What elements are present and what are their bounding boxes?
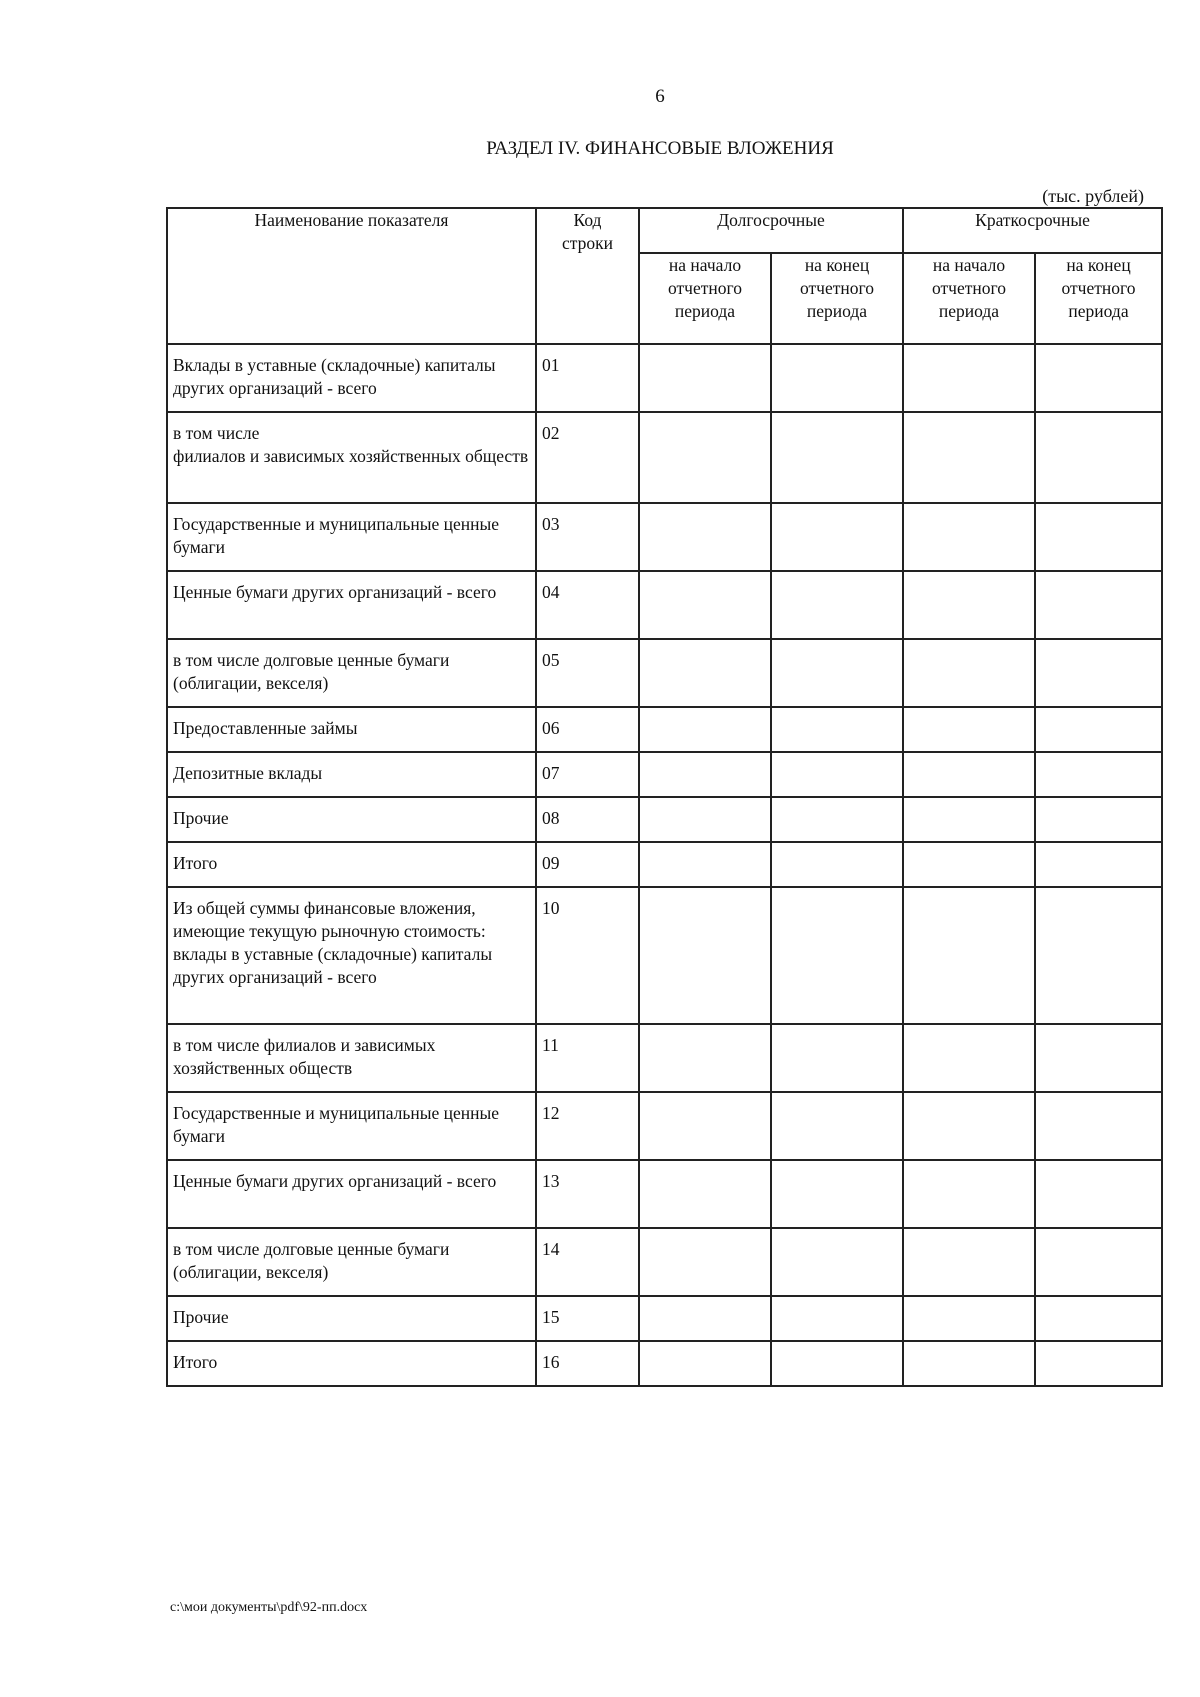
header-short-end-line1: на конец <box>1066 255 1131 275</box>
cell-short-start[interactable] <box>903 503 1035 571</box>
cell-long-end[interactable] <box>771 412 903 503</box>
cell-long-end[interactable] <box>771 797 903 842</box>
cell-long-start[interactable] <box>639 842 771 887</box>
cell-short-end[interactable] <box>1035 1296 1162 1341</box>
financial-investments-table <box>166 207 1163 1387</box>
table-row <box>167 752 1162 797</box>
row-name: Депозитные вклады <box>167 752 536 797</box>
table-row <box>167 412 1162 503</box>
cell-short-end[interactable] <box>1035 412 1162 503</box>
cell-long-start[interactable] <box>639 707 771 752</box>
cell-long-start[interactable] <box>639 1092 771 1160</box>
header-code-line1: Код <box>573 210 602 230</box>
cell-short-end[interactable] <box>1035 1092 1162 1160</box>
header-long-start-line1: на начало <box>668 255 742 275</box>
table-row <box>167 707 1162 752</box>
cell-short-start[interactable] <box>903 1092 1035 1160</box>
cell-long-end[interactable] <box>771 752 903 797</box>
cell-short-start[interactable] <box>903 1296 1035 1341</box>
cell-long-start[interactable] <box>639 1024 771 1092</box>
cell-short-end[interactable] <box>1035 639 1162 707</box>
row-code: 12 <box>536 1092 639 1160</box>
row-code: 09 <box>536 842 639 887</box>
cell-short-start[interactable] <box>903 752 1035 797</box>
row-name: в том числе филиалов и зависимых хозяйственных обществ <box>167 412 536 503</box>
row-name: Государственные и муниципальные ценные бумаги <box>167 503 536 571</box>
row-code: 15 <box>536 1296 639 1341</box>
page-number: 6 <box>655 86 665 107</box>
cell-long-end[interactable] <box>771 1228 903 1296</box>
section-title: РАЗДЕЛ IV. ФИНАНСОВЫЕ ВЛОЖЕНИЯ <box>486 138 834 159</box>
table-row <box>167 1296 1162 1341</box>
row-code: 11 <box>536 1024 639 1092</box>
table-row <box>167 797 1162 842</box>
header-short-start-line3: периода <box>938 301 1000 321</box>
cell-long-end[interactable] <box>771 707 903 752</box>
cell-long-start[interactable] <box>639 1296 771 1341</box>
cell-short-end[interactable] <box>1035 797 1162 842</box>
header-long-end <box>771 253 903 344</box>
cell-short-start[interactable] <box>903 639 1035 707</box>
header-long-start-line3: периода <box>674 301 736 321</box>
cell-long-end[interactable] <box>771 344 903 412</box>
table-row <box>167 1228 1162 1296</box>
header-short-start-line2: отчетного <box>932 278 1006 298</box>
row-name: Государственные и муниципальные ценные бумаги <box>167 1092 536 1160</box>
cell-short-start[interactable] <box>903 412 1035 503</box>
table-row <box>167 344 1162 412</box>
cell-short-end[interactable] <box>1035 344 1162 412</box>
row-name: в том числе долговые ценные бумаги (облигации, векселя) <box>167 639 536 707</box>
cell-long-end[interactable] <box>771 1092 903 1160</box>
cell-short-end[interactable] <box>1035 1024 1162 1092</box>
cell-short-start[interactable] <box>903 1341 1035 1386</box>
row-code: 02 <box>536 412 639 503</box>
cell-long-start[interactable] <box>639 797 771 842</box>
table-row <box>167 503 1162 571</box>
cell-short-start[interactable] <box>903 887 1035 1024</box>
cell-long-start[interactable] <box>639 412 771 503</box>
cell-short-start[interactable] <box>903 842 1035 887</box>
header-long-term: Долгосрочные <box>639 208 903 253</box>
cell-long-start[interactable] <box>639 1341 771 1386</box>
cell-short-end[interactable] <box>1035 707 1162 752</box>
header-short-end-line3: периода <box>1068 301 1129 321</box>
cell-short-end[interactable] <box>1035 842 1162 887</box>
cell-long-start[interactable] <box>639 887 771 1024</box>
cell-short-start[interactable] <box>903 797 1035 842</box>
cell-long-end[interactable] <box>771 842 903 887</box>
cell-short-start[interactable] <box>903 707 1035 752</box>
header-code-column <box>536 208 639 344</box>
cell-long-end[interactable] <box>771 1160 903 1228</box>
cell-short-end[interactable] <box>1035 887 1162 1024</box>
cell-long-start[interactable] <box>639 752 771 797</box>
table-row <box>167 1092 1162 1160</box>
row-code: 04 <box>536 571 639 639</box>
row-code: 05 <box>536 639 639 707</box>
row-name: Вклады в уставные (складочные) капиталы других организаций - всего <box>167 344 536 412</box>
cell-long-end[interactable] <box>771 1341 903 1386</box>
cell-short-start[interactable] <box>903 1228 1035 1296</box>
cell-short-start[interactable] <box>903 344 1035 412</box>
row-code: 08 <box>536 797 639 842</box>
row-code: 10 <box>536 887 639 1024</box>
row-name: Из общей суммы финансовые вложения, имеющие текущую рыночную стоимость: вклады в уставные (складочные) капиталы других организаций - всего <box>167 887 536 1024</box>
table-row <box>167 1341 1162 1386</box>
header-long-end-line1: на конец <box>804 255 870 275</box>
table-row <box>167 1024 1162 1092</box>
cell-short-start[interactable] <box>903 571 1035 639</box>
header-short-end <box>1035 253 1162 344</box>
cell-short-end[interactable] <box>1035 1341 1162 1386</box>
row-name: Итого <box>167 842 536 887</box>
footer-file-path: c:\мои документы\pdf\92-пп.docx <box>170 1600 368 1615</box>
row-name: Прочие <box>167 1296 536 1341</box>
row-name: Прочие <box>167 797 536 842</box>
table-row <box>167 887 1162 1024</box>
cell-long-end[interactable] <box>771 503 903 571</box>
header-long-end-line3: периода <box>806 301 868 321</box>
row-name: Итого <box>167 1341 536 1386</box>
header-short-term: Краткосрочные <box>903 208 1162 253</box>
row-code: 01 <box>536 344 639 412</box>
table-row <box>167 639 1162 707</box>
row-name: в том числе долговые ценные бумаги (облигации, векселя) <box>167 1228 536 1296</box>
cell-long-start[interactable] <box>639 639 771 707</box>
row-code: 03 <box>536 503 639 571</box>
cell-long-end[interactable] <box>771 1296 903 1341</box>
cell-long-end[interactable] <box>771 639 903 707</box>
cell-short-start[interactable] <box>903 1160 1035 1228</box>
header-short-end-line2: отчетного <box>1061 278 1136 298</box>
row-code: 07 <box>536 752 639 797</box>
row-name: Ценные бумаги других организаций - всего <box>167 571 536 639</box>
header-long-end-line2: отчетного <box>800 278 874 298</box>
cell-long-start[interactable] <box>639 1228 771 1296</box>
cell-long-start[interactable] <box>639 1160 771 1228</box>
row-code: 16 <box>536 1341 639 1386</box>
header-short-start <box>903 253 1035 344</box>
row-code: 14 <box>536 1228 639 1296</box>
cell-short-end[interactable] <box>1035 503 1162 571</box>
cell-long-start[interactable] <box>639 503 771 571</box>
row-code: 06 <box>536 707 639 752</box>
table-row <box>167 1160 1162 1228</box>
table-row <box>167 571 1162 639</box>
cell-long-start[interactable] <box>639 571 771 639</box>
cell-short-end[interactable] <box>1035 571 1162 639</box>
cell-long-start[interactable] <box>639 344 771 412</box>
cell-short-end[interactable] <box>1035 752 1162 797</box>
header-long-start-line2: отчетного <box>668 278 742 298</box>
header-short-start-line1: на начало <box>932 255 1006 275</box>
cell-long-end[interactable] <box>771 571 903 639</box>
header-code-line2: строки <box>562 233 613 253</box>
cell-short-end[interactable] <box>1035 1228 1162 1296</box>
table-row <box>167 842 1162 887</box>
cell-short-start[interactable] <box>903 1024 1035 1092</box>
row-name: в том числе филиалов и зависимых хозяйственных обществ <box>167 1024 536 1092</box>
cell-short-end[interactable] <box>1035 1160 1162 1228</box>
header-name-column: Наименование показателя <box>167 208 536 344</box>
row-code: 13 <box>536 1160 639 1228</box>
row-name: Предоставленные займы <box>167 707 536 752</box>
header-long-start <box>639 253 771 344</box>
cell-long-end[interactable] <box>771 1024 903 1092</box>
row-name: Ценные бумаги других организаций - всего <box>167 1160 536 1228</box>
units-label: (тыс. рублей) <box>1042 186 1144 206</box>
cell-long-end[interactable] <box>771 887 903 1024</box>
